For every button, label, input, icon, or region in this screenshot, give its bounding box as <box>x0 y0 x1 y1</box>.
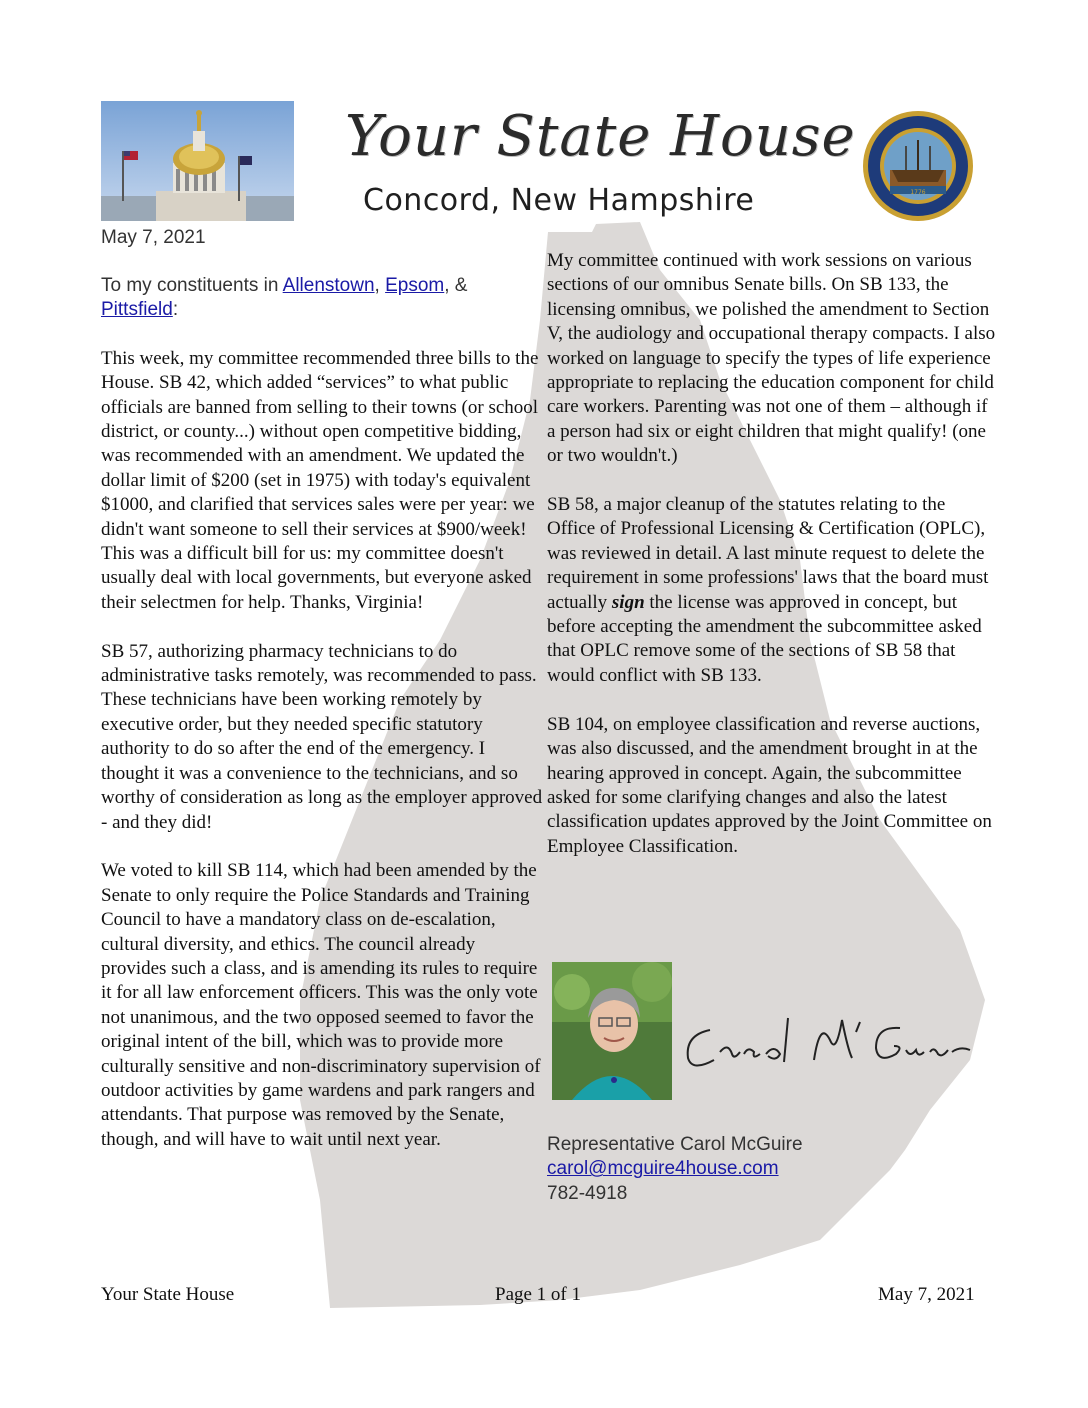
masthead-subtitle: Concord, New Hampshire <box>363 183 755 218</box>
email-link[interactable]: carol@mcguire4house.com <box>547 1158 779 1180</box>
sb58-text-before: SB 58, a major cleanup of the statutes relating to the Office of Professional Licensing & Certification (OPLC), was reviewed in detail. A last minute request to delete the requirement in some professions' laws that the board must actually <box>547 494 989 613</box>
left-column <box>101 274 543 1177</box>
contact-block <box>547 1133 803 1206</box>
footer-page-number: Page 1 of 1 <box>495 1284 582 1305</box>
nh-state-seal <box>862 110 974 222</box>
paragraph-sb133: My committee continued with work sessions on various sections of our omnibus Senate bills. On SB 133, the licensing omnibus, we polished the amendment to Section V, the audiology and occupational therapy compacts. I also worked on language to specify the types of life experience appropriate to replacing the education component for child care workers. Parenting was not one of them – although if a person had six or eight children that might qualify! (one or two wouldn't.) <box>547 250 996 467</box>
representative-photo <box>552 962 672 1100</box>
seal-year: 1776 <box>910 189 926 196</box>
state-house-photo <box>101 101 294 221</box>
paragraph-sb104: SB 104, on employee classification and reverse auctions, was also discussed, and the amendment brought in at the hearing approved in concept. Again, the subcommittee asked for some clarifying changes and also the latest classification updates approved by the Joint Committee on Employee Classification. <box>547 713 992 857</box>
footer-title: Your State House <box>101 1284 235 1305</box>
greeting <box>101 274 543 323</box>
greeting-sep1: , <box>374 275 386 296</box>
greeting-prefix: To my constituents in <box>101 275 283 296</box>
sb58-emphasis: sign <box>611 591 645 613</box>
sb58-text-after: the license was approved in concept, but before accepting the amendment the subcommittee asked that OPLC remove some of the sections of SB 58 that would conflict with SB 133. <box>547 591 982 686</box>
greeting-suffix: : <box>172 299 179 321</box>
link-epsom[interactable]: Epsom <box>385 275 445 296</box>
greeting-sep2: , & <box>444 275 468 296</box>
newsletter-date: May 7, 2021 <box>101 227 206 248</box>
representative-name: Representative Carol McGuire <box>547 1134 803 1155</box>
paragraph-sb58 <box>547 493 997 688</box>
footer-date: May 7, 2021 <box>878 1284 975 1305</box>
signature <box>680 1010 980 1090</box>
phone-number: 782-4918 <box>547 1182 628 1204</box>
link-allenstown[interactable]: Allenstown <box>282 275 375 296</box>
paragraph-sb42: This week, my committee recommended three bills to the House. SB 42, which added “services” to what public officials are banned from selling to their towns (or school district, or county...) without open competitive bidding, was recommended with an amendment. We updated the dollar limit of $200 (set in 1975) with today's equivalent $1000, and clarified that services sales were per year: we didn't want someone to sell their services at $900/week! This was a difficult bill for us: my committee doesn't usually deal with local governments, but everyone asked their selectmen for help. Thanks, Virginia! <box>101 347 539 613</box>
paragraph-sb114: We voted to kill SB 114, which had been amended by the Senate to only require the Police Standards and Training Council to have a mandatory class on de-escalation, cultural diversity, and ethics. The council already provides such a class, and is amending its rules to require it for all law enforcement officers. This was the only vote not unanimous, and the two opposed seemed to favor the original intent of the bill, which was to provide more culturally sensitive and non-discriminatory supervision of outdoor activities by game wardens and park rangers and attendants. That purpose was removed by the Senate, though, and will have to wait until next year. <box>101 860 541 1150</box>
masthead-title: Your State House <box>345 104 856 169</box>
link-pittsfield[interactable]: Pittsfield <box>101 299 173 321</box>
right-column <box>547 249 997 884</box>
paragraph-sb57: SB 57, authorizing pharmacy technicians to do administrative tasks remotely, was recommended to pass. These technicians have been working remotely by executive order, but they needed specific statutory authority to do so after the end of the emergency. I thought it was a convenience to the technicians, and so worthy of consideration as long as the employer approved - and they did! <box>101 640 543 833</box>
